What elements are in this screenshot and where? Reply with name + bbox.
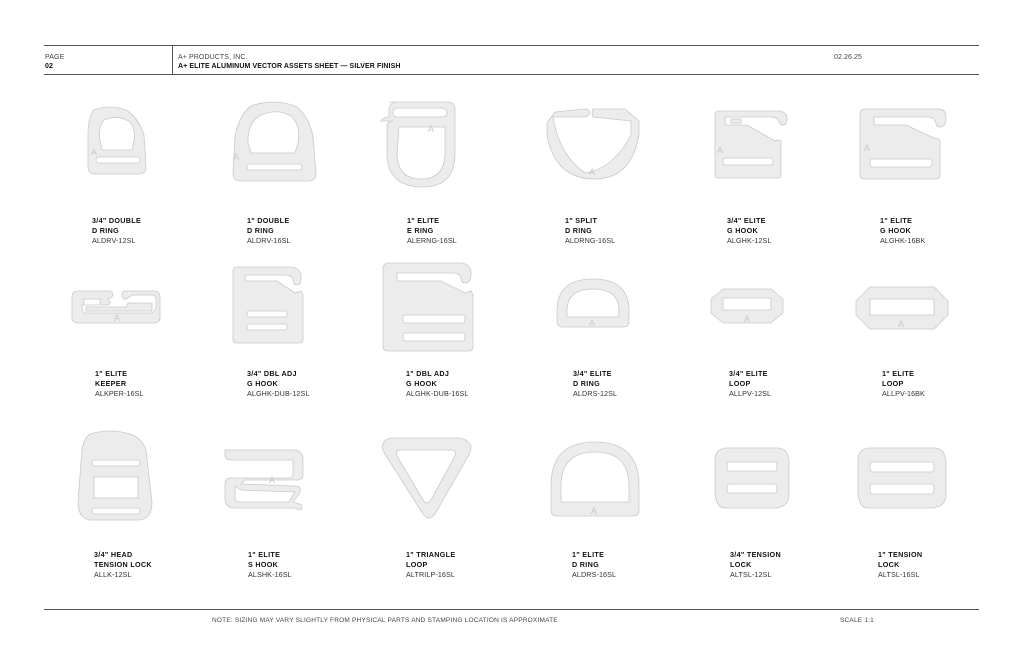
header-divider [172, 45, 173, 74]
part-name-line2: D RING [565, 226, 592, 235]
dbl-adj-g-hook-large-icon [375, 255, 495, 355]
part-label [565, 216, 615, 246]
svg-text:A: A [591, 506, 598, 516]
part-sku: ALTSL-12SL [730, 570, 772, 579]
svg-text:A: A [91, 147, 98, 157]
part-name-line2: D RING [573, 379, 600, 388]
part-name-line2: TENSION LOCK [94, 560, 152, 569]
part-cell [535, 95, 655, 265]
part-cell [535, 255, 655, 425]
part-cell [60, 255, 180, 425]
part-name-line1: 1" SPLIT [565, 216, 598, 225]
part-name-line1: 3/4" ELITE [573, 369, 612, 378]
part-sku: ALGHK-16BK [880, 236, 926, 245]
part-cell [850, 255, 970, 425]
part-name-line2: E RING [407, 226, 434, 235]
part-sku: ALGHK-DUB-16SL [406, 389, 469, 398]
part-label [94, 550, 152, 580]
part-sku: ALDRS-16SL [572, 570, 617, 579]
part-cell [695, 420, 815, 590]
part-sku: ALTSL-16SL [878, 570, 920, 579]
g-hook-small-icon [695, 95, 815, 195]
part-name-line2: G HOOK [247, 379, 278, 388]
part-cell [535, 420, 655, 590]
part-sku: ALGHK-DUB-12SL [247, 389, 310, 398]
part-sku: ALDRV-16SL [247, 236, 291, 245]
head-tension-lock-icon [60, 420, 180, 530]
part-sku: ALDRNG-16SL [565, 236, 616, 245]
part-cell [60, 420, 180, 590]
part-sku: ALDRV-12SL [92, 236, 136, 245]
part-label [407, 216, 457, 246]
part-cell [375, 420, 495, 590]
keeper-icon [60, 255, 180, 355]
part-sku: ALSHK-16SL [248, 570, 292, 579]
part-label [573, 369, 617, 399]
part-name-line2: LOOP [882, 379, 904, 388]
part-cell [215, 95, 335, 265]
part-name-line1: 3/4" ELITE [727, 216, 766, 225]
svg-text:A: A [864, 143, 871, 153]
tension-lock-small-icon [695, 420, 815, 530]
e-ring-icon [375, 95, 495, 195]
part-sku: ALKPER-16SL [95, 389, 144, 398]
part-name-line2: LOOP [406, 560, 428, 569]
part-name-line1: 1" ELITE [248, 550, 281, 559]
part-name-line2: LOCK [878, 560, 900, 569]
company-name: A+ PRODUCTS, INC. [178, 54, 248, 61]
part-label [727, 216, 772, 246]
svg-text:A: A [589, 318, 596, 328]
part-sku: ALGHK-12SL [727, 236, 772, 245]
svg-text:A: A [269, 475, 276, 485]
part-name-line2: G HOOK [880, 226, 911, 235]
svg-text:A: A [114, 313, 121, 323]
part-name-line1: 1" ELITE [95, 369, 128, 378]
svg-text:A: A [898, 319, 905, 329]
part-cell [375, 95, 495, 265]
header-bottom-rule [44, 74, 979, 75]
part-cell [60, 95, 180, 265]
part-cell [850, 420, 970, 590]
part-sku: ALDRS-12SL [573, 389, 618, 398]
part-name-line1: 1" ELITE [882, 369, 915, 378]
part-name-line1: 3/4" HEAD [94, 550, 133, 559]
part-name-line1: 1" ELITE [572, 550, 605, 559]
triangle-loop-icon [375, 420, 495, 530]
part-label [880, 216, 925, 246]
sheet-title: A+ ELITE ALUMINUM VECTOR ASSETS SHEET — SILVER FINISH [178, 63, 401, 70]
part-label [878, 550, 922, 580]
svg-text:A: A [717, 145, 724, 155]
part-name-line2: D RING [247, 226, 274, 235]
part-label [406, 550, 455, 580]
d-ring-large-icon [535, 420, 655, 530]
tension-lock-large-icon [850, 420, 970, 530]
part-label [95, 369, 144, 399]
part-sku: ALERNG-16SL [407, 236, 457, 245]
part-name-line2: LOOP [729, 379, 751, 388]
part-label [406, 369, 469, 399]
footer-rule [44, 609, 979, 610]
part-name-line1: 1" ELITE [407, 216, 440, 225]
d-ring-small-icon [535, 255, 655, 355]
part-name-line1: 1" DOUBLE [247, 216, 290, 225]
part-label [247, 216, 291, 246]
double-d-ring-small-icon [60, 95, 180, 195]
part-name-line2: D RING [92, 226, 119, 235]
part-name-line2: S HOOK [248, 560, 279, 569]
part-label [92, 216, 141, 246]
part-name-line1: 3/4" ELITE [729, 369, 768, 378]
part-name-line1: 1" ELITE [880, 216, 913, 225]
header-top-rule [44, 45, 979, 46]
part-name-line2: LOCK [730, 560, 752, 569]
part-sku: ALLK-12SL [94, 570, 132, 579]
part-cell [695, 95, 815, 265]
g-hook-large-icon [850, 95, 970, 195]
part-name-line2: KEEPER [95, 379, 127, 388]
s-hook-icon [215, 420, 335, 530]
part-name-line2: G HOOK [406, 379, 437, 388]
footer-note: NOTE: SIZING MAY VARY SLIGHTLY FROM PHYSICAL PARTS AND STAMPING LOCATION IS APPROXIMATE [212, 617, 558, 624]
sheet-date: 02.26.25 [834, 54, 863, 61]
title-block [178, 53, 401, 71]
part-cell [215, 420, 335, 590]
part-cell [375, 255, 495, 425]
scale-label: SCALE 1:1 [840, 617, 874, 624]
part-name-line2: G HOOK [727, 226, 758, 235]
part-label [882, 369, 925, 399]
double-d-ring-large-icon [215, 95, 335, 195]
svg-text:A: A [233, 152, 240, 162]
part-name-line1: 3/4" DBL ADJ [247, 369, 297, 378]
part-sku: ALTRILP-16SL [406, 570, 456, 579]
part-label [730, 550, 781, 580]
page-label-block [45, 53, 64, 71]
part-cell [850, 95, 970, 265]
part-name-line1: 1" TRIANGLE [406, 550, 456, 559]
part-label [572, 550, 616, 580]
part-sku: ALLPV-12SL [729, 389, 772, 398]
svg-text:A: A [744, 314, 751, 324]
part-label [247, 369, 310, 399]
loop-large-icon [850, 255, 970, 355]
page-number: 02 [45, 63, 53, 70]
page-label: PAGE [45, 54, 65, 61]
part-name-line1: 1" DBL ADJ [406, 369, 450, 378]
part-cell [215, 255, 335, 425]
part-sku: ALLPV-16BK [882, 389, 925, 398]
svg-text:A: A [589, 167, 596, 177]
dbl-adj-g-hook-small-icon [215, 255, 335, 355]
part-label [729, 369, 771, 399]
split-d-ring-icon [535, 95, 655, 195]
part-name-line2: D RING [572, 560, 599, 569]
svg-text:A: A [428, 124, 435, 134]
part-name-line1: 3/4" DOUBLE [92, 216, 142, 225]
part-name-line1: 1" TENSION [878, 550, 923, 559]
part-name-line1: 3/4" TENSION [730, 550, 781, 559]
part-cell [695, 255, 815, 425]
part-label [248, 550, 292, 580]
loop-small-icon [695, 255, 815, 355]
